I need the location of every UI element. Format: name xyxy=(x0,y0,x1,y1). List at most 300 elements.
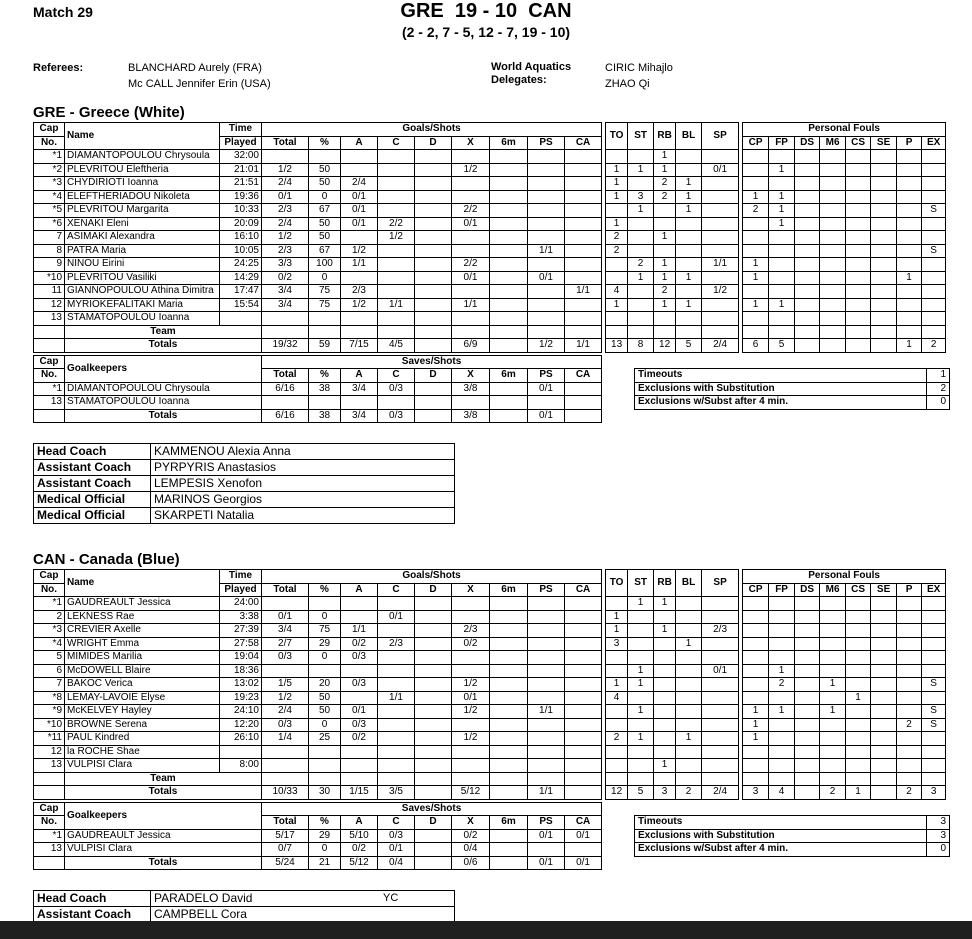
stat-cell: 0 xyxy=(309,610,341,624)
stat-cell xyxy=(846,271,871,285)
stat-cell xyxy=(490,396,528,410)
cap-header: Cap xyxy=(34,802,65,816)
stat-cell: 1 xyxy=(628,678,654,692)
played-header: Played xyxy=(220,583,262,597)
stat-cell xyxy=(769,177,795,191)
totals-label: Totals xyxy=(65,339,262,353)
stat-cell xyxy=(871,691,897,705)
stat-cell xyxy=(820,231,846,245)
stat-cell xyxy=(897,732,922,746)
stat-cell: 2/3 xyxy=(262,244,309,258)
stat-cell: 17:47 xyxy=(220,285,262,299)
stat-cell: 32:00 xyxy=(220,150,262,164)
stat-cell: 0/1 xyxy=(452,691,490,705)
stat-cell xyxy=(922,150,946,164)
stat-cell xyxy=(341,271,378,285)
stat-cell xyxy=(846,258,871,272)
total-cell: 1/15 xyxy=(341,786,378,800)
stat-cell xyxy=(262,772,309,786)
stat-cell xyxy=(820,285,846,299)
no-header: No. xyxy=(34,136,65,150)
stat-cell xyxy=(820,190,846,204)
total-cell: 4 xyxy=(769,786,795,800)
stat-cell xyxy=(846,217,871,231)
goalkeeper-row xyxy=(34,382,602,396)
no-header: No. xyxy=(34,369,65,383)
stat-cell xyxy=(528,759,565,773)
stat-cell xyxy=(820,217,846,231)
stat-cell xyxy=(769,312,795,326)
team-label: Team xyxy=(65,772,262,786)
stat-cell: 1 xyxy=(606,624,628,638)
player-row xyxy=(34,732,946,746)
col-header: D xyxy=(415,136,452,150)
total-cell: 2 xyxy=(676,786,702,800)
player-name: ASIMAKI Alexandra xyxy=(65,231,220,245)
stat-cell: 2/3 xyxy=(452,624,490,638)
stat-cell xyxy=(490,624,528,638)
total-cell: 3 xyxy=(654,786,676,800)
player-name: BROWNE Serena xyxy=(65,718,220,732)
stat-cell xyxy=(528,718,565,732)
stat-cell xyxy=(490,150,528,164)
stat-cell: 0 xyxy=(309,843,341,857)
cap-number: *1 xyxy=(34,597,65,611)
cap-number: 13 xyxy=(34,759,65,773)
stat-cell: 0/4 xyxy=(452,843,490,857)
total-cell: 10/33 xyxy=(262,786,309,800)
total-cell xyxy=(415,856,452,870)
stat-cell xyxy=(452,244,490,258)
stat-cell xyxy=(628,651,654,665)
stat-cell xyxy=(628,150,654,164)
stat-cell xyxy=(769,745,795,759)
stat-cell: 2/2 xyxy=(378,217,415,231)
stat-cell xyxy=(528,177,565,191)
stat-cell xyxy=(769,258,795,272)
box-value: 1 xyxy=(927,369,950,383)
stat-cell xyxy=(490,718,528,732)
stat-cell xyxy=(415,624,452,638)
time-header: Time xyxy=(220,570,262,584)
stat-cell: 13:02 xyxy=(220,678,262,692)
stat-cell xyxy=(820,610,846,624)
total-cell: 4/5 xyxy=(378,339,415,353)
stat-cell: 1 xyxy=(743,732,769,746)
stat-cell xyxy=(846,190,871,204)
official-name xyxy=(151,891,455,907)
stat-cell xyxy=(528,204,565,218)
stat-cell xyxy=(676,624,702,638)
player-row xyxy=(34,298,946,312)
player-name: GIANNOPOULOU Athina Dimitra xyxy=(65,285,220,299)
stat-cell xyxy=(415,705,452,719)
stat-cell xyxy=(702,610,739,624)
stat-cell xyxy=(871,651,897,665)
stat-cell xyxy=(676,678,702,692)
stat-cell xyxy=(415,244,452,258)
total-cell: 5/12 xyxy=(341,856,378,870)
stat-cell: 20 xyxy=(309,678,341,692)
stat-cell xyxy=(262,396,309,410)
stat-cell: 0/3 xyxy=(262,718,309,732)
stat-cell xyxy=(452,597,490,611)
official-name-text: LEMPESIS Xenofon xyxy=(154,476,263,490)
stat-cell xyxy=(702,651,739,665)
stat-cell xyxy=(490,678,528,692)
stat-cell xyxy=(341,610,378,624)
stat-cell xyxy=(743,664,769,678)
stat-cell: 1/2 xyxy=(452,732,490,746)
stat-cell: 1 xyxy=(606,217,628,231)
player-name: McKELVEY Hayley xyxy=(65,705,220,719)
stat-cell xyxy=(341,745,378,759)
stat-cell: 1/1 xyxy=(452,298,490,312)
stat-cell xyxy=(490,772,528,786)
foul-header: SE xyxy=(871,136,897,150)
stat-cell: 1 xyxy=(628,204,654,218)
stat-cell: 27:58 xyxy=(220,637,262,651)
cap-number: *10 xyxy=(34,718,65,732)
stat-cell xyxy=(415,177,452,191)
total-cell xyxy=(820,339,846,353)
total-cell xyxy=(871,786,897,800)
stat-cell xyxy=(565,217,602,231)
referee-1: BLANCHARD Aurely (FRA) xyxy=(128,62,262,74)
stat-cell: 2 xyxy=(654,190,676,204)
stat-cell: 1 xyxy=(628,664,654,678)
stat-cell xyxy=(528,637,565,651)
col-header: A xyxy=(341,583,378,597)
stat-cell xyxy=(871,150,897,164)
stat-cell xyxy=(628,285,654,299)
stat-cell: 24:10 xyxy=(220,705,262,719)
player-name: WRIGHT Emma xyxy=(65,637,220,651)
stat-cell xyxy=(378,597,415,611)
stat-cell xyxy=(702,678,739,692)
stat-cell: 1 xyxy=(743,271,769,285)
stat-cell: 1 xyxy=(628,163,654,177)
cap-number: 12 xyxy=(34,298,65,312)
stat-cell: 1 xyxy=(743,190,769,204)
stat-cell: S xyxy=(922,678,946,692)
player-name: VULPISI Clara xyxy=(65,759,220,773)
stat-cell: 3/4 xyxy=(262,285,309,299)
stat-cell: 1 xyxy=(654,271,676,285)
stat-cell xyxy=(628,691,654,705)
stat-cell xyxy=(676,772,702,786)
stat-cell: S xyxy=(922,718,946,732)
stat-cell xyxy=(528,732,565,746)
stat-cell xyxy=(676,312,702,326)
stat-cell xyxy=(702,637,739,651)
name-header: Name xyxy=(65,570,220,597)
foul-header: CP xyxy=(743,583,769,597)
stat-cell xyxy=(795,678,820,692)
stat-cell: 19:04 xyxy=(220,651,262,665)
stat-cell xyxy=(871,745,897,759)
stat-cell xyxy=(795,231,820,245)
stat-cell xyxy=(378,177,415,191)
total-cell xyxy=(565,786,602,800)
stat-cell xyxy=(341,664,378,678)
foul-header: FP xyxy=(769,136,795,150)
total-cell: 2/4 xyxy=(702,339,739,353)
stat-cell xyxy=(820,298,846,312)
total-cell: 5/24 xyxy=(262,856,309,870)
col-header: % xyxy=(309,583,341,597)
total-cell: 0/3 xyxy=(378,409,415,423)
stat-cell xyxy=(606,664,628,678)
stat-cell xyxy=(565,382,602,396)
stat-cell: 0/1 xyxy=(528,271,565,285)
stat-cell xyxy=(743,177,769,191)
stat-cell xyxy=(676,610,702,624)
col-header: Total xyxy=(262,816,309,830)
stat-cell xyxy=(606,312,628,326)
stat-cell: 0/2 xyxy=(262,271,309,285)
stat-cell xyxy=(490,285,528,299)
goalkeeper-row xyxy=(34,396,602,410)
stat-cell: 1/2 xyxy=(378,231,415,245)
stat-cell xyxy=(820,718,846,732)
stat-cell xyxy=(415,150,452,164)
stat-cell xyxy=(565,597,602,611)
cap-number: *9 xyxy=(34,705,65,719)
total-cell: 6 xyxy=(743,339,769,353)
stat-cell xyxy=(628,610,654,624)
stat-cell: 1 xyxy=(769,664,795,678)
col-header: X xyxy=(452,583,490,597)
stat-cell xyxy=(897,244,922,258)
stat-cell xyxy=(628,637,654,651)
stat-cell: 1 xyxy=(769,204,795,218)
stat-cell xyxy=(565,325,602,339)
stat-cell: 1/2 xyxy=(452,163,490,177)
stat-cell xyxy=(897,163,922,177)
box-value: 2 xyxy=(927,382,950,396)
goals-shots-header: Goals/Shots xyxy=(262,570,602,584)
cap-number: 13 xyxy=(34,312,65,326)
totals-cap xyxy=(34,786,65,800)
stat-cell xyxy=(769,150,795,164)
stat-cell: 1 xyxy=(769,190,795,204)
stat-cell xyxy=(654,745,676,759)
stat-cell: S xyxy=(922,244,946,258)
stat-cell xyxy=(743,217,769,231)
stat-cell xyxy=(628,745,654,759)
stat-cell: 2/3 xyxy=(341,285,378,299)
stat-cell xyxy=(490,382,528,396)
stat-cell xyxy=(490,312,528,326)
stat-cell xyxy=(565,204,602,218)
stat-cell xyxy=(452,718,490,732)
total-cell: 3/8 xyxy=(452,409,490,423)
stat-cell xyxy=(871,772,897,786)
stat-cell xyxy=(897,204,922,218)
stat-cell: 29 xyxy=(309,637,341,651)
stat-cell xyxy=(528,772,565,786)
stat-cell: 3 xyxy=(628,190,654,204)
cap-header: Cap xyxy=(34,570,65,584)
stat-cell: 1/2 xyxy=(262,231,309,245)
stat-cell xyxy=(922,624,946,638)
stat-cell xyxy=(922,271,946,285)
stat-cell xyxy=(528,298,565,312)
stat-cell xyxy=(628,718,654,732)
stat-cell xyxy=(897,258,922,272)
stat-cell: 75 xyxy=(309,624,341,638)
cap-number: *5 xyxy=(34,204,65,218)
stat-cell xyxy=(528,325,565,339)
name-header: Name xyxy=(65,123,220,150)
stat-cell: 6/16 xyxy=(262,382,309,396)
stat-cell: 20:09 xyxy=(220,217,262,231)
stat-cell: 10:05 xyxy=(220,244,262,258)
stat-cell: 2 xyxy=(606,231,628,245)
stat-cell xyxy=(795,610,820,624)
stat-cell xyxy=(871,718,897,732)
stat-cell xyxy=(922,325,946,339)
stat-cell xyxy=(702,745,739,759)
match-score: GRE 19 - 10 CAN xyxy=(400,0,572,22)
stat-cell xyxy=(743,231,769,245)
stat-cell: 0/1 xyxy=(452,271,490,285)
stat-cell: 25 xyxy=(309,732,341,746)
stat-cell: 1 xyxy=(654,624,676,638)
stat-cell xyxy=(743,325,769,339)
cap-number: *4 xyxy=(34,637,65,651)
stat-cell xyxy=(606,271,628,285)
stat-cell xyxy=(897,610,922,624)
stat-cell xyxy=(565,718,602,732)
stat-cell xyxy=(743,691,769,705)
stat-cell xyxy=(490,271,528,285)
stat-cell xyxy=(452,651,490,665)
stat-cell xyxy=(702,597,739,611)
stat-cell xyxy=(871,732,897,746)
cap-number: *8 xyxy=(34,691,65,705)
stat-cell: 1 xyxy=(606,610,628,624)
stat-cell xyxy=(922,637,946,651)
stat-cell xyxy=(743,759,769,773)
cap-number: *2 xyxy=(34,163,65,177)
stat-cell xyxy=(341,312,378,326)
stat-cell xyxy=(871,637,897,651)
stat-cell: 2/3 xyxy=(702,624,739,638)
stat-cell xyxy=(565,231,602,245)
stat-cell xyxy=(452,231,490,245)
stat-cell: 2/3 xyxy=(378,637,415,651)
stat-cell xyxy=(490,759,528,773)
player-row xyxy=(34,651,946,665)
stat-cell: 24:25 xyxy=(220,258,262,272)
stat-cell xyxy=(415,843,452,857)
stat-cell xyxy=(922,217,946,231)
col-header: CA xyxy=(565,136,602,150)
stat-cell xyxy=(795,624,820,638)
stat-cell xyxy=(528,597,565,611)
stat-cell: 1/1 xyxy=(378,298,415,312)
stat-cell xyxy=(922,258,946,272)
stat-cell: 2 xyxy=(628,258,654,272)
stat-cell xyxy=(846,163,871,177)
stat-cell xyxy=(922,285,946,299)
stat-cell xyxy=(415,298,452,312)
goalkeeper-row xyxy=(34,843,602,857)
total-cell: 2/4 xyxy=(702,786,739,800)
stat-cell xyxy=(654,651,676,665)
player-name: MIMIDES Marilia xyxy=(65,651,220,665)
stat-cell xyxy=(871,759,897,773)
col-header: A xyxy=(341,136,378,150)
stat-cell xyxy=(846,177,871,191)
stat-cell xyxy=(769,718,795,732)
player-row xyxy=(34,204,946,218)
stat-cell xyxy=(846,759,871,773)
stat-cell: 67 xyxy=(309,244,341,258)
totals-cap xyxy=(34,856,65,870)
official-role: Assistant Coach xyxy=(34,476,151,492)
foul-header: P xyxy=(897,136,922,150)
box-value: 3 xyxy=(927,829,950,843)
time-header: Time xyxy=(220,123,262,137)
stat-cell: 1/1 xyxy=(378,691,415,705)
stat-cell: 2/2 xyxy=(452,204,490,218)
box-label: Exclusions w/Subst after 4 min. xyxy=(635,396,927,410)
team-title-can: CAN - Canada (Blue) xyxy=(33,551,180,568)
player-name: PLEVRITOU Eleftheria xyxy=(65,163,220,177)
box-value: 0 xyxy=(927,843,950,857)
player-name: DIAMANTOPOULOU Chrysoula xyxy=(65,150,220,164)
stat-cell xyxy=(528,396,565,410)
stat-cell xyxy=(922,745,946,759)
stat-cell xyxy=(452,312,490,326)
stat-cell xyxy=(702,298,739,312)
timeouts-box xyxy=(634,815,950,857)
col-header: PS xyxy=(528,583,565,597)
stat-cell: 1 xyxy=(654,258,676,272)
total-cell: 2 xyxy=(820,786,846,800)
stat-cell xyxy=(378,258,415,272)
stat-header-bl: BL xyxy=(676,123,702,150)
stat-cell xyxy=(820,637,846,651)
stat-cell xyxy=(565,732,602,746)
col-header: C xyxy=(378,369,415,383)
stat-cell xyxy=(415,217,452,231)
stat-header-bl: BL xyxy=(676,570,702,597)
stat-cell xyxy=(565,772,602,786)
official-role: Medical Official xyxy=(34,492,151,508)
stat-cell: 14:29 xyxy=(220,271,262,285)
player-name: STAMATOPOULOU Ioanna xyxy=(65,312,220,326)
team-title-gre: GRE - Greece (White) xyxy=(33,104,185,121)
stat-cell: 0 xyxy=(309,651,341,665)
official-name xyxy=(151,444,455,460)
col-header: PS xyxy=(528,369,565,383)
stat-cell xyxy=(378,745,415,759)
stat-cell xyxy=(628,231,654,245)
stat-cell xyxy=(897,177,922,191)
stat-cell: 0/1 xyxy=(341,217,378,231)
stat-cell: 0 xyxy=(309,718,341,732)
stat-cell xyxy=(606,597,628,611)
stat-cell xyxy=(769,271,795,285)
player-name: NINOU Eirini xyxy=(65,258,220,272)
col-header: C xyxy=(378,816,415,830)
stat-cell xyxy=(415,759,452,773)
stat-cell xyxy=(871,217,897,231)
